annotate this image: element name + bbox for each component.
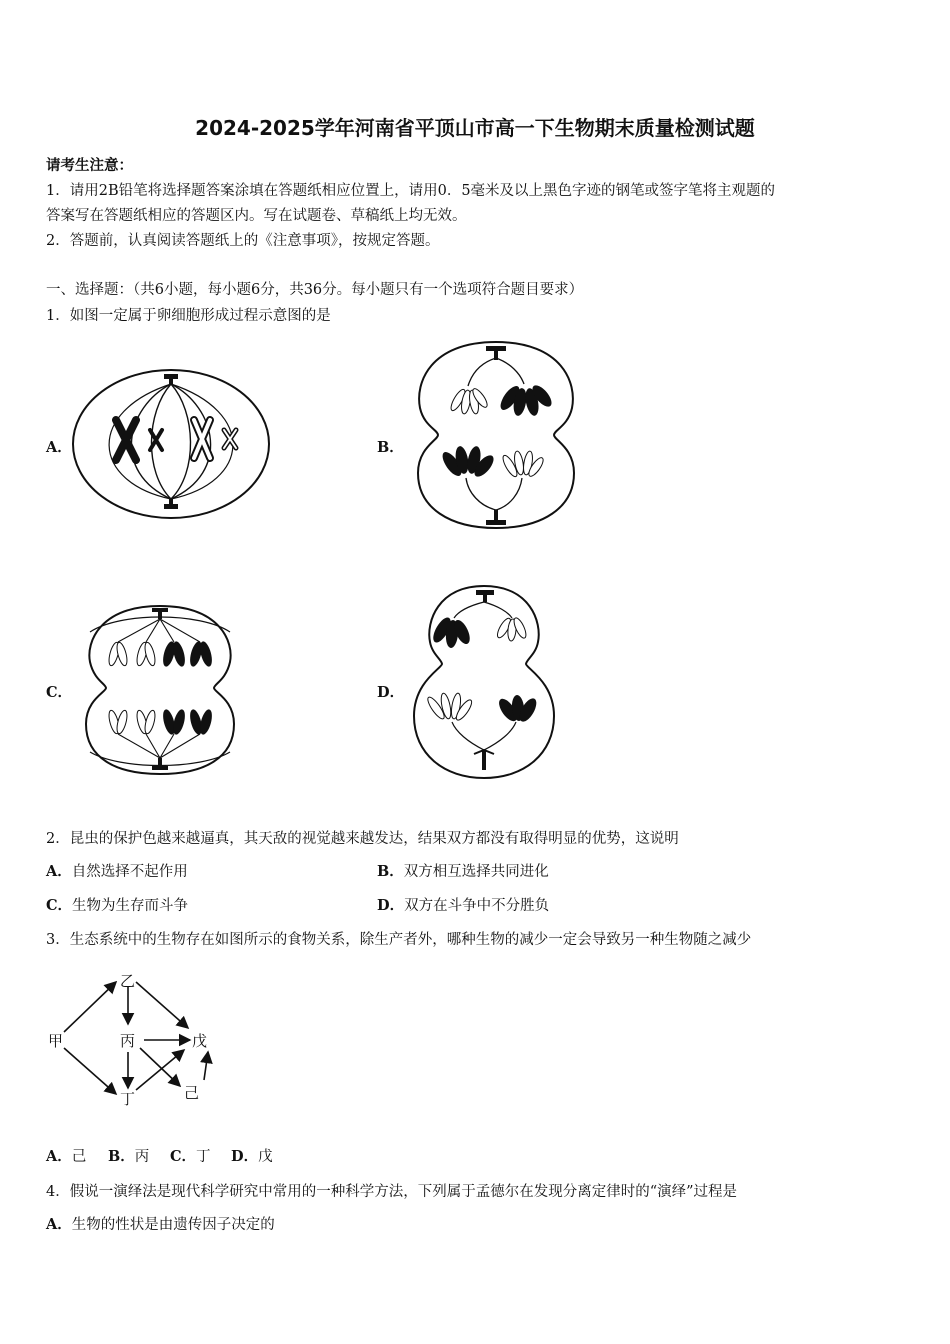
arrow-yi-wu [136, 982, 188, 1028]
q4-option-a[interactable]: A．生物的性状是由遗传因子决定的 [46, 1216, 275, 1233]
q3-option-b[interactable]: B．丙 [108, 1148, 150, 1165]
arrow-bing-ji [140, 1048, 180, 1086]
food-node-yi: 乙 [120, 972, 136, 990]
notice-line-2: 答案写在答题纸相应的答题区内。写在试题卷、草稿纸上均无效。 [46, 208, 467, 224]
cell-diagram-c [80, 602, 240, 778]
arrow-jia-yi [64, 982, 116, 1032]
q4-stem: 4．假说一演绎法是现代科学研究中常用的一种科学方法，下列属于孟德尔在发现分离定律时的“演绎”过程是 [46, 1184, 738, 1200]
q1-label-c: C． [46, 684, 73, 701]
q2-option-a[interactable]: A．自然选择不起作用 [46, 863, 188, 880]
notice-line-3: 2．答题前，认真阅读答题纸上的《注意事项》，按规定答题。 [46, 233, 440, 249]
food-node-ji: 己 [184, 1084, 200, 1102]
food-node-wu: 戊 [192, 1032, 208, 1050]
page-title: 2024-2025学年河南省平顶山市高一下生物期末质量检测试题 [195, 116, 755, 140]
q1-label-b: B． [377, 439, 404, 456]
q1-stem: 1．如图一定属于卵细胞形成过程示意图的是 [46, 308, 331, 324]
food-node-jia: 甲 [48, 1032, 64, 1050]
arrow-jia-ding [64, 1048, 116, 1094]
food-node-ding: 丁 [120, 1090, 136, 1108]
q3-stem: 3．生态系统中的生物存在如图所示的食物关系，除生产者外，哪种生物的减少一定会导致另一种生物随之减少 [46, 932, 752, 948]
q3-option-d[interactable]: D．戊 [231, 1148, 273, 1165]
q1-label-a: A． [46, 439, 72, 456]
cell-diagram-a [66, 362, 276, 522]
q3-option-c[interactable]: C．丁 [170, 1148, 211, 1165]
q2-option-b[interactable]: B．双方相互选择共同进化 [377, 863, 549, 880]
cell-diagram-d [408, 582, 560, 782]
q2-option-d[interactable]: D．双方在斗争中不分胜负 [377, 897, 550, 914]
q2-stem: 2．昆虫的保护色越来越逼真，其天敌的视觉越来越发达，结果双方都没有取得明显的优势，这说明 [46, 831, 679, 847]
q2-option-c[interactable]: C．生物为生存而斗争 [46, 897, 189, 914]
arrow-ji-wu [204, 1052, 208, 1080]
cell-diagram-b [410, 338, 582, 532]
q3-option-a[interactable]: A．己 [46, 1148, 87, 1165]
notice-line-1: 1．请用2B铅笔将选择题答案涂填在答题纸相应位置上，请用0．5毫米及以上黑色字迹的钢笔或签字笔将主观题的 [46, 183, 776, 199]
notice-heading: 请考生注意： [46, 157, 133, 174]
food-node-bing: 丙 [120, 1032, 136, 1050]
section-heading: 一、选择题：（共6小题，每小题6分，共36分。每小题只有一个选项符合题目要求） [46, 282, 584, 298]
q1-label-d: D． [377, 684, 405, 701]
